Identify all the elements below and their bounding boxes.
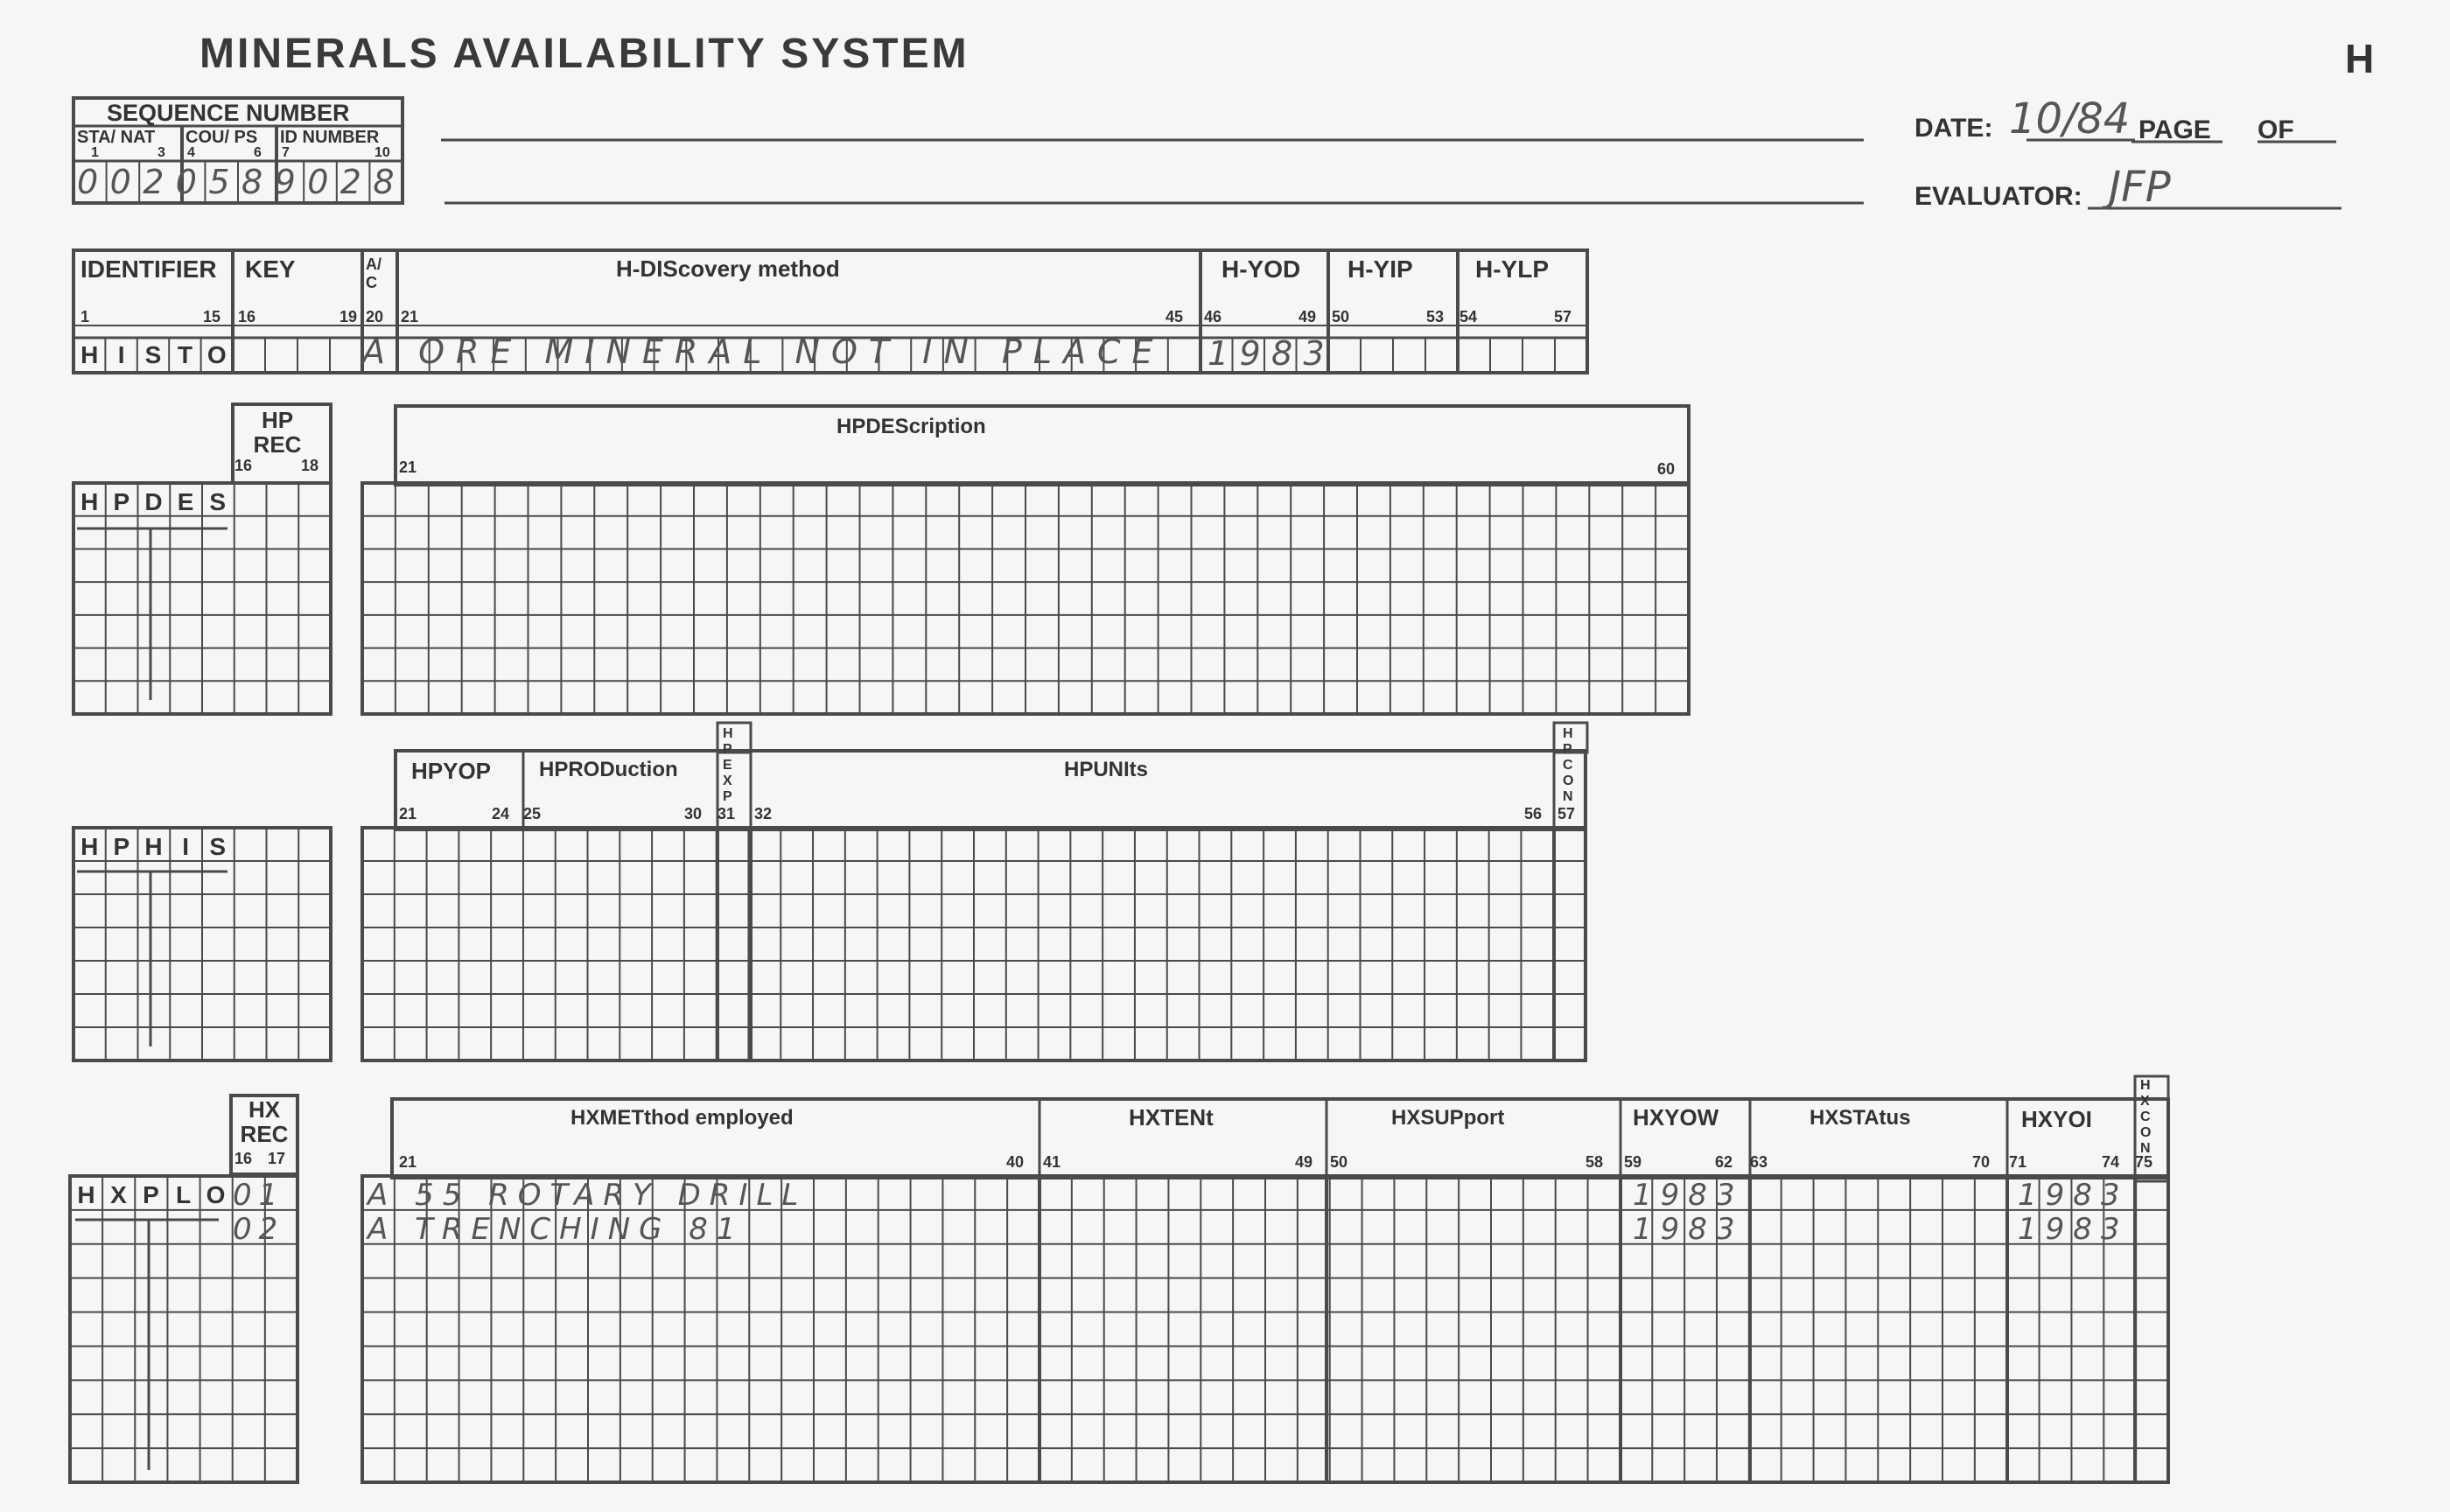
hprec-num-18: 18 (301, 457, 319, 474)
ylp-num-57: 57 (1554, 308, 1572, 326)
hprod-num-25: 25 (523, 805, 542, 822)
evaluator-value[interactable]: JFP (2109, 163, 2171, 212)
sequence-col-cou: COU/ PS (186, 128, 258, 147)
hprod-num-30: 30 (684, 805, 703, 822)
ac-num-20: 20 (366, 308, 384, 326)
ac-label: A/C (366, 256, 382, 291)
identifier-num-15: 15 (203, 308, 221, 326)
identifier-num-1: 1 (80, 308, 90, 326)
histo-code-char: T (177, 341, 192, 368)
sequence-digit[interactable]: 8 (373, 163, 395, 201)
hpunits-num-32: 32 (754, 805, 773, 822)
hxten-num-49: 49 (1295, 1153, 1313, 1171)
sequence-col-sta: STA/ NAT (77, 128, 156, 147)
hpcon-label: HPCON (1563, 726, 1574, 804)
hpdes-num-21: 21 (399, 458, 417, 476)
sequence-digit[interactable]: 0 (109, 163, 131, 201)
page-label: PAGE (2138, 116, 2211, 144)
yip-num-53: 53 (1426, 308, 1445, 326)
hpdes-code-char: S (209, 488, 227, 515)
hxmet-value[interactable]: A TRENCHING 81 (368, 1211, 745, 1247)
histo-code-char: I (117, 341, 125, 368)
sequence-digit[interactable]: 0 (175, 163, 197, 201)
hxyoi-value[interactable]: 1983 (2018, 1178, 2129, 1213)
hpdes-code-char: D (144, 488, 163, 515)
hxsta-num-70: 70 (1972, 1153, 1991, 1171)
hxmet-label: HXMETthod employed (570, 1106, 794, 1130)
sequence-digit[interactable]: 0 (307, 163, 329, 201)
ylp-num-54: 54 (1460, 308, 1478, 326)
hxsup-num-58: 58 (1586, 1153, 1604, 1171)
hpdes-num-60: 60 (1657, 460, 1676, 478)
hpcon-num-57: 57 (1558, 805, 1576, 822)
hxsta-num-63: 63 (1750, 1153, 1768, 1171)
identifier-label: IDENTIFIER (80, 256, 217, 283)
histo-code-char: O (206, 341, 227, 368)
sequence-num-10: 10 (374, 145, 390, 160)
yod-num-46: 46 (1204, 308, 1222, 326)
hxcon-num-75: 75 (2135, 1153, 2153, 1171)
ylp-label: H-YLP (1475, 256, 1549, 283)
hpyop-num-21: 21 (399, 805, 417, 822)
hxrec-value[interactable]: 01 (233, 1178, 285, 1213)
sequence-title: SEQUENCE NUMBER (107, 100, 350, 126)
hpunits-label: HPUNIts (1064, 758, 1149, 781)
hxrec-label: HX REC (240, 1096, 289, 1147)
sequence-digit[interactable]: 2 (143, 163, 164, 201)
hprod-label: HPRODuction (539, 758, 678, 781)
hxmet-value[interactable]: A 55 ROTARY DRILL (368, 1178, 808, 1213)
hxplo-code-char: P (143, 1181, 159, 1208)
sequence-digit[interactable]: 5 (208, 163, 230, 201)
hpdes-code-char: P (113, 488, 130, 515)
hxcon-label: HXCON (2140, 1078, 2152, 1156)
key-num-19: 19 (340, 308, 358, 326)
hpdes-label: HPDEScription (836, 415, 986, 438)
hxrec-num-17: 17 (268, 1150, 286, 1167)
sequence-num-3: 3 (158, 145, 165, 160)
yod-digit[interactable]: 1 (1208, 334, 1229, 373)
evaluator-label: EVALUATOR: (1914, 182, 2082, 211)
yod-num-49: 49 (1298, 308, 1317, 326)
hxten-label: HXTENt (1129, 1104, 1214, 1130)
date-value[interactable]: 10/84 (2009, 94, 2131, 144)
hxplo-code-char: O (206, 1181, 226, 1208)
hprec-num-16: 16 (234, 457, 253, 474)
key-num-16: 16 (238, 308, 256, 326)
discovery-num-21: 21 (401, 308, 419, 326)
hxrec-num-16: 16 (234, 1150, 253, 1167)
date-label: DATE: (1914, 114, 1993, 143)
discovery-num-45: 45 (1166, 308, 1184, 326)
hxyoi-label: HXYOI (2021, 1106, 2092, 1132)
hxyow-num-62: 62 (1715, 1153, 1733, 1171)
hxyow-value[interactable]: 1983 (1633, 1211, 1744, 1247)
hpexp-label: HPEXP (723, 726, 733, 804)
yip-label: H-YIP (1348, 256, 1413, 283)
sequence-digit[interactable]: 0 (77, 163, 99, 201)
hxsup-num-50: 50 (1330, 1153, 1348, 1171)
hphis-code-char: P (113, 833, 130, 860)
yod-digit[interactable]: 8 (1271, 334, 1293, 373)
yip-num-50: 50 (1332, 308, 1350, 326)
sequence-digit[interactable]: 9 (274, 163, 296, 201)
hphis-code-char: H (144, 833, 163, 860)
key-label: KEY (245, 256, 296, 283)
hxyow-value[interactable]: 1983 (1633, 1178, 1744, 1213)
hxyoi-num-71: 71 (2009, 1153, 2027, 1171)
hpunits-num-56: 56 (1524, 805, 1543, 822)
yod-label: H-YOD (1222, 256, 1301, 283)
hxyoi-num-74: 74 (2102, 1153, 2120, 1171)
hxyoi-value[interactable]: 1983 (2018, 1211, 2129, 1247)
histo-code-char: S (144, 341, 162, 368)
hxplo-code-char: H (77, 1181, 95, 1208)
histo-code-char: H (80, 341, 99, 368)
hxten-num-41: 41 (1043, 1153, 1061, 1171)
sequence-num-4: 4 (187, 145, 195, 160)
form-title: MINERALS AVAILABILITY SYSTEM (200, 31, 970, 77)
hpexp-num-31: 31 (718, 805, 736, 822)
hxyow-label: HXYOW (1633, 1104, 1719, 1130)
hpyop-label: HPYOP (411, 758, 492, 784)
hphis-code-char: S (209, 833, 227, 860)
sequence-digit[interactable]: 2 (340, 163, 361, 201)
hxplo-code-char: X (110, 1181, 127, 1208)
sequence-num-1: 1 (91, 145, 99, 160)
hpdes-code-char: E (177, 488, 194, 515)
yod-digit[interactable]: 3 (1303, 334, 1325, 373)
yod-digit[interactable]: 9 (1239, 334, 1261, 373)
sequence-digit[interactable]: 8 (242, 163, 263, 201)
sequence-num-7: 7 (282, 145, 290, 160)
hprec-label: HP REC (253, 407, 302, 458)
discovery-label: H-DIScovery method (616, 256, 840, 282)
hxsta-label: HXSTAtus (1810, 1106, 1911, 1130)
hxmet-num-40: 40 (1006, 1153, 1025, 1171)
hphis-code-char: I (182, 833, 189, 860)
discovery-method-value[interactable]: A ORE MINERAL NOT IN PLACE (362, 332, 1165, 371)
hxplo-code-char: L (175, 1181, 192, 1208)
hxmet-num-21: 21 (399, 1153, 417, 1171)
form-letter: H (2345, 36, 2375, 81)
hxsup-label: HXSUPport (1391, 1106, 1505, 1130)
sequence-num-6: 6 (254, 145, 262, 160)
hxrec-value[interactable]: 02 (233, 1211, 285, 1247)
hxyow-num-59: 59 (1624, 1153, 1642, 1171)
sequence-col-id: ID NUMBER (280, 128, 380, 147)
hpyop-num-24: 24 (492, 805, 510, 822)
hpdes-code-char: H (80, 488, 99, 515)
hphis-code-char: H (80, 833, 99, 860)
of-label: OF (2258, 116, 2294, 144)
